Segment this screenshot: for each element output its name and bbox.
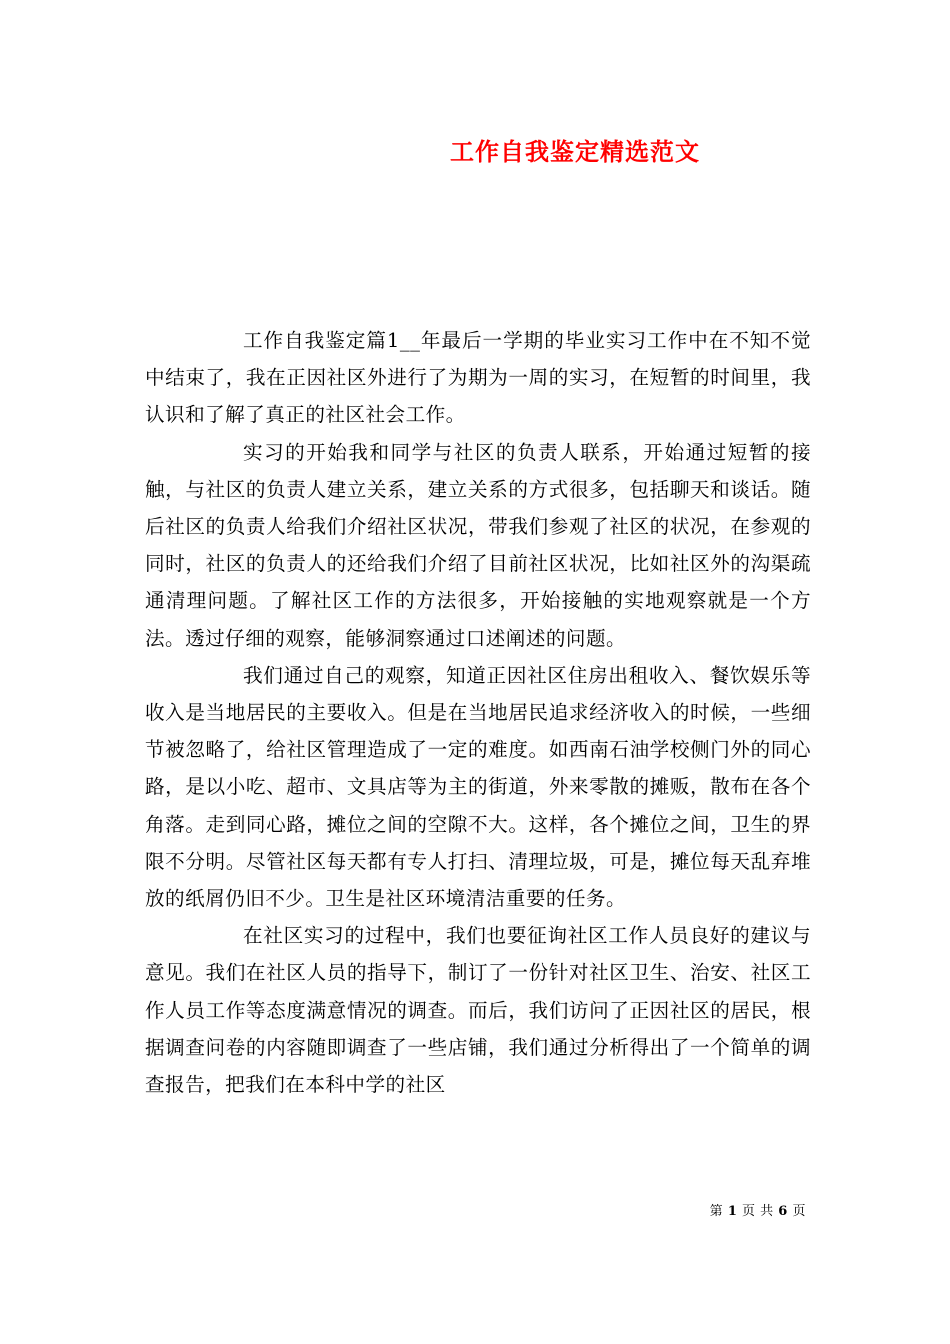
footer-prefix: 第 <box>709 1204 724 1219</box>
document-title: 工作自我鉴定精选范文 <box>450 137 700 166</box>
document-body <box>145 322 811 1103</box>
paragraph-2: 实习的开始我和同学与社区的负责人联系，开始通过短暂的接触，与社区的负责人建立关系，建立关系的方式很多，包括聊天和谈话。随后社区的负责人给我们介绍社区状况，带我们参观了社区的状况，在参观的同时，社区的负责人的还给我们介绍了目前社区状况，比如社区外的沟渠疏通清理问题。了解社区工作的方法很多，开始接触的实地观察就是一个方法。透过仔细的观察，能够洞察通过口述阐述的问题。 <box>145 440 811 650</box>
footer-suffix: 页 <box>792 1204 806 1219</box>
paragraph-4: 在社区实习的过程中，我们也要征询社区工作人员良好的建议与意见。我们在社区人员的指导下，制订了一份针对社区卫生、治安、社区工作人员工作等态度满意情况的调查。而后，我们访问了正因社区的居民，根据调查问卷的内容随即调查了一些店铺，我们通过分析得出了一个简单的调查报告，把我们在本科中学的社区 <box>145 924 811 1097</box>
page-footer <box>0 1202 806 1222</box>
footer-current-page: 1 <box>727 1204 738 1219</box>
paragraph-1: 工作自我鉴定篇1__年最后一学期的毕业实习工作中在不知不觉中结束了，我在正因社区外进行了为期为一周的实习，在短暂的时间里，我认识和了解了真正的社区社会工作。 <box>145 329 811 427</box>
paragraph-3: 我们通过自己的观察，知道正因社区住房出租收入、餐饮娱乐等收入是当地居民的主要收入。但是在当地居民追求经济收入的时候，一些细节被忽略了，给社区管理造成了一定的难度。如西南石油学校侧门外的同心路，是以小吃、超市、文具店等为主的街道，外来零散的摊贩，散布在各个角落。走到同心路，摊位之间的空隙不大。这样，各个摊位之间，卫生的界限不分明。尽管社区每天都有专人打扫、清理垃圾，可是，摊位每天乱弃堆放的纸屑仍旧不少。卫生是社区环境清洁重要的任务。 <box>145 663 811 911</box>
footer-total-pages: 6 <box>778 1204 788 1219</box>
footer-middle: 页 共 <box>742 1204 774 1219</box>
